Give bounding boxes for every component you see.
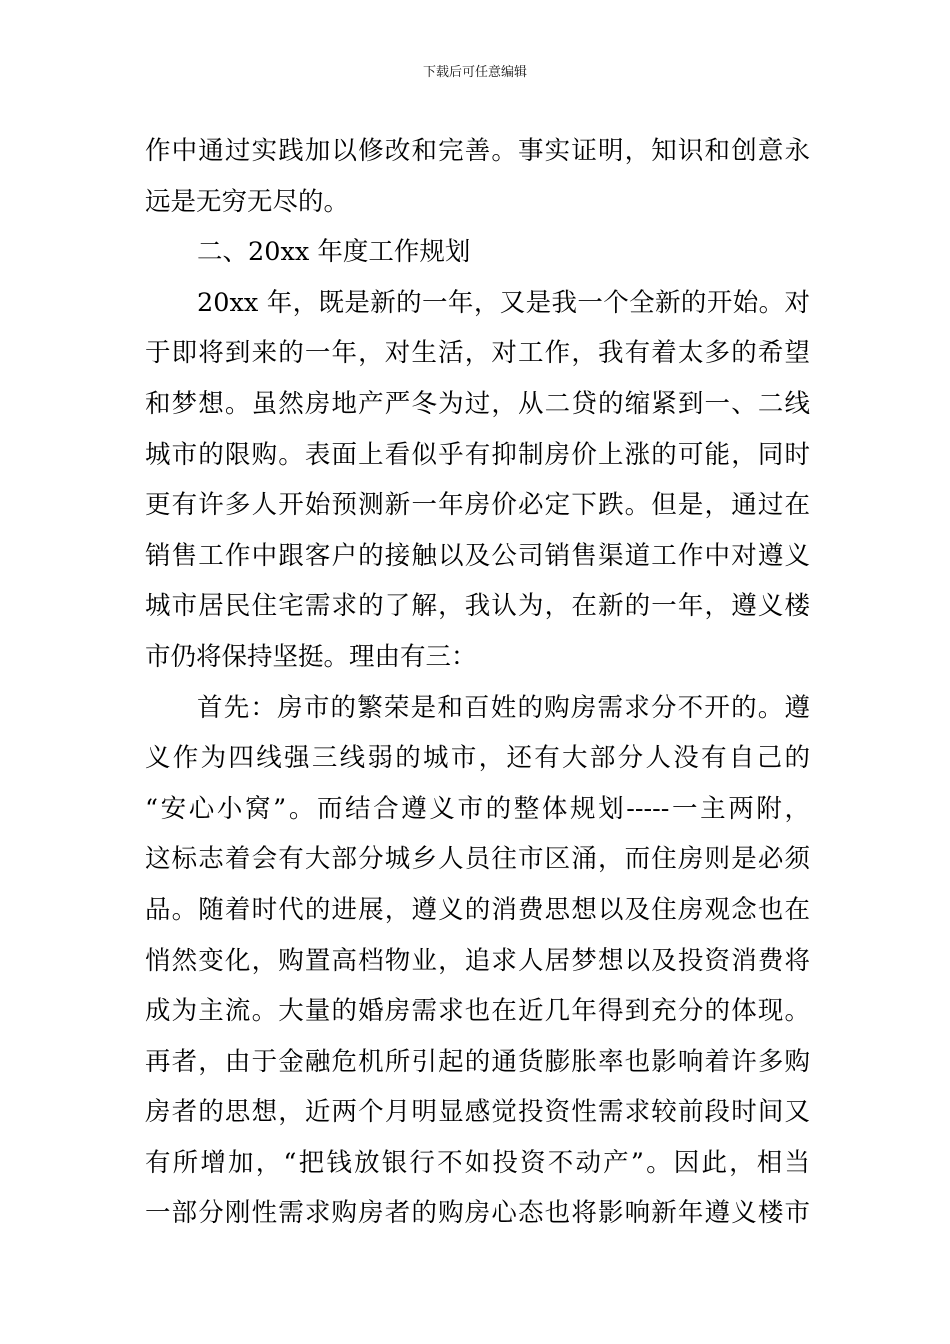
text-line: 作中通过实践加以修改和完善。事实证明，知识和创意永 bbox=[145, 136, 810, 166]
text-line: 20xx 年，既是新的一年，又是我一个全新的开始。对 bbox=[197, 287, 810, 318]
text-line: 首先：房市的繁荣是和百姓的购房需求分不开的。遵 bbox=[197, 692, 810, 723]
text-line: 成为主流。大量的婚房需求也在近几年得到充分的体现。 bbox=[145, 996, 810, 1027]
text-line: 二、20xx 年度工作规划 bbox=[197, 237, 471, 268]
text-line: 品。随着时代的进展，遵义的消费思想以及住房观念也在 bbox=[145, 894, 810, 925]
text-line: 房者的思想，近两个月明显感觉投资性需求较前段时间又 bbox=[145, 1097, 810, 1128]
text-line: “安心小窝”。而结合遵义市的整体规划-----一主两附， bbox=[145, 793, 810, 824]
text-line: 市仍将保持坚挺。理由有三： bbox=[145, 641, 477, 672]
text-line: 远是无穷无尽的。 bbox=[145, 186, 350, 217]
text-line: 城市居民住宅需求的了解，我认为，在新的一年，遵义楼 bbox=[145, 591, 810, 622]
text-line: 于即将到来的一年，对生活，对工作，我有着太多的希望 bbox=[145, 338, 810, 369]
text-line: 一部分刚性需求购房者的购房心态也将影响新年遵义楼市 bbox=[145, 1198, 810, 1229]
document-body bbox=[145, 126, 810, 1239]
text-line: 和梦想。虽然房地产严冬为过，从二贷的缩紧到一、二线 bbox=[145, 388, 810, 419]
text-line: 城市的限购。表面上看似乎有抑制房价上涨的可能，同时 bbox=[145, 439, 810, 470]
page-header: 下载后可任意编辑 bbox=[422, 65, 527, 80]
text-line: 销售工作中跟客户的接触以及公司销售渠道工作中对遵义 bbox=[145, 540, 810, 571]
text-line: 更有许多人开始预测新一年房价必定下跌。但是，通过在 bbox=[145, 490, 810, 521]
text-line: 义作为四线强三线弱的城市，还有大部分人没有自己的 bbox=[145, 743, 810, 774]
text-line: 再者，由于金融危机所引起的通货膨胀率也影响着许多购 bbox=[145, 1046, 810, 1077]
text-line: 这标志着会有大部分城乡人员往市区涌，而住房则是必须 bbox=[145, 844, 810, 875]
text-line: 悄然变化，购置高档物业，追求人居梦想以及投资消费将 bbox=[145, 945, 810, 976]
text-line: 有所增加，“把钱放银行不如投资不动产”。因此，相当 bbox=[145, 1147, 810, 1178]
